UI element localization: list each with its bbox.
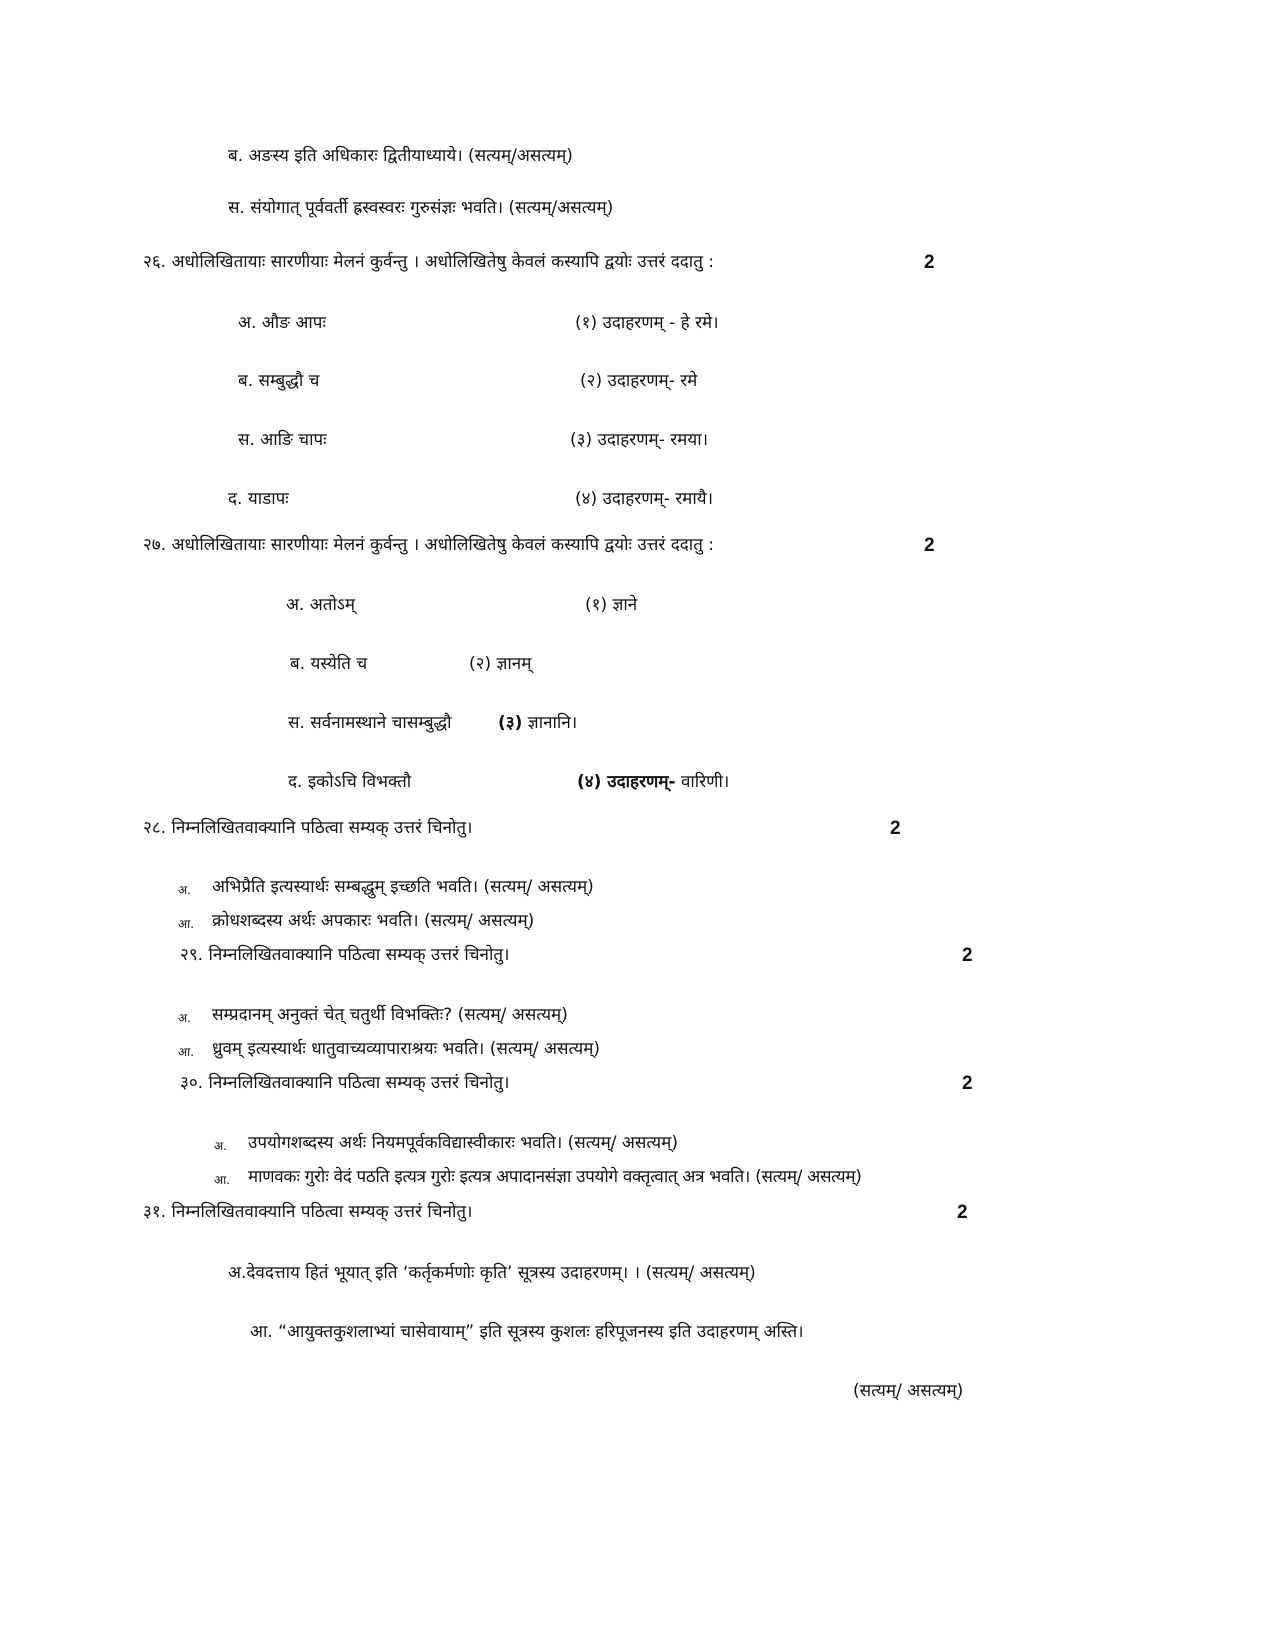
q26-marks: 2 xyxy=(924,252,935,273)
q29-aa-label: आ. xyxy=(178,1045,195,1059)
q27-left-s: स. सर्वनामस्थाने चासम्बुद्धौ xyxy=(288,713,452,733)
q30-aa-label: आ. xyxy=(214,1173,231,1187)
q28-question: २८. निम्नलिखितवाक्यानि पठित्वा सम्यक् उत्तरं चिनोतु। xyxy=(143,818,473,838)
q31-a-text: अ.देवदत्ताय हितं भूयात् इति ‘कर्तृकर्मणोः कृति’ सूत्रस्य उदाहरणम्। । (सत्यम्/ असत्यम्) xyxy=(228,1263,756,1283)
q29-question: २९. निम्नलिखितवाक्यानि पठित्वा सम्यक् उत्तरं चिनोतु। xyxy=(180,945,510,965)
q27-right-3-number: (३) xyxy=(498,713,523,733)
q28-aa-text: क्रोधशब्दस्य अर्थः अपकारः भवति। (सत्यम्/ असत्यम्) xyxy=(212,911,535,931)
q26-left-b: ब. सम्बुद्धौ च xyxy=(238,371,320,391)
q25-option-b: ब. अङस्य इति अधिकारः द्वितीयाध्याये। (सत्यम्/असत्यम्) xyxy=(228,146,573,166)
q27-right-4-text: वारिणी। xyxy=(680,772,730,792)
q27-left-a: अ. अतोऽम् xyxy=(286,595,355,615)
q27-right-3-text: ज्ञानानि। xyxy=(527,713,578,733)
q30-a-text: उपयोगशब्दस्य अर्थः नियमपूर्वकविद्यास्वीकारः भवति। (सत्यम्/ असत्यम्) xyxy=(248,1133,678,1153)
q30-question: ३०. निम्नलिखितवाक्यानि पठित्वा सम्यक् उत्तरं चिनोतु। xyxy=(180,1073,510,1093)
q27-right-2: (२) ज्ञानम् xyxy=(469,654,532,674)
q28-aa-label: आ. xyxy=(178,917,195,931)
q28-marks: 2 xyxy=(890,818,901,839)
q28-a-text: अभिप्रैति इत्यस्यार्थः सम्बद्धुम् इच्छति भवति। (सत्यम्/ असत्यम्) xyxy=(212,877,594,897)
q26-left-d: द. याडापः xyxy=(228,489,289,509)
q29-aa-text: ध्रुवम् इत्यस्यार्थः धातुवाच्यव्यापाराश्रयः भवति। (सत्यम्/ असत्यम्) xyxy=(212,1039,601,1059)
q29-a-text: सम्प्रदानम् अनुक्तं चेत् चतुर्थी विभक्तिः? (सत्यम्/ असत्यम्) xyxy=(212,1005,568,1025)
q30-a-label: अ. xyxy=(214,1139,227,1153)
q27-right-4-label: (४) उदाहरणम्- xyxy=(577,772,676,792)
q30-marks: 2 xyxy=(962,1073,973,1094)
q31-aa-text: आ. “आयुक्तकुशलाभ्यां चासेवायाम्” इति सूत्रस्य कुशलः हरिपूजनस्य इति उदाहरणम् अस्ति। xyxy=(250,1322,804,1342)
q26-right-1: (१) उदाहरणम् - हे रमे। xyxy=(575,313,719,333)
q27-marks: 2 xyxy=(924,535,935,556)
q26-left-a: अ. औङ आपः xyxy=(238,313,326,333)
q27-left-d: द. इकोऽचि विभक्तौ xyxy=(288,772,412,792)
q27-right-1: (१) ज्ञाने xyxy=(585,595,638,615)
q27-question: २७. अधोलिखितायाः सारणीयाः मेलनं कुर्वन्तु । अधोलिखितेषु केवलं कस्यापि द्वयोः उत्तरं ददातु : xyxy=(143,535,715,555)
q27-right-3 xyxy=(498,711,577,735)
q31-aa-options: (सत्यम्/ असत्यम्) xyxy=(853,1381,964,1401)
q27-right-4 xyxy=(577,770,729,794)
q31-question: ३१. निम्नलिखितवाक्यानि पठित्वा सम्यक् उत्तरं चिनोतु। xyxy=(143,1202,473,1222)
q26-question: २६. अधोलिखितायाः सारणीयाः मेलनं कुर्वन्तु । अधोलिखितेषु केवलं कस्यापि द्वयोः उत्तरं ददातु : xyxy=(143,252,715,272)
q26-left-s: स. आङि चापः xyxy=(238,430,327,450)
q28-a-label: अ. xyxy=(178,883,191,897)
q31-marks: 2 xyxy=(957,1202,968,1223)
q30-aa-text: माणवकः गुरोः वेदं पठति इत्यत्र गुरोः इत्यत्र अपादानसंज्ञा उपयोगे वक्तृत्वात् अत्र भवति। (सत्यम्/ असत्यम्) xyxy=(248,1167,862,1187)
q29-a-label: अ. xyxy=(178,1011,191,1025)
q26-right-4: (४) उदाहरणम्- रमायै। xyxy=(575,489,714,509)
q27-left-b: ब. यस्येति च xyxy=(290,654,368,674)
q26-right-2: (२) उदाहरणम्- रमे xyxy=(580,371,698,391)
q26-right-3: (३) उदाहरणम्- रमया। xyxy=(570,430,709,450)
q29-marks: 2 xyxy=(962,945,973,966)
q25-option-s: स. संयोगात् पूर्ववर्ती ह्रस्वस्वरः गुरुसंज्ञः भवति। (सत्यम्/असत्यम्) xyxy=(228,198,614,218)
